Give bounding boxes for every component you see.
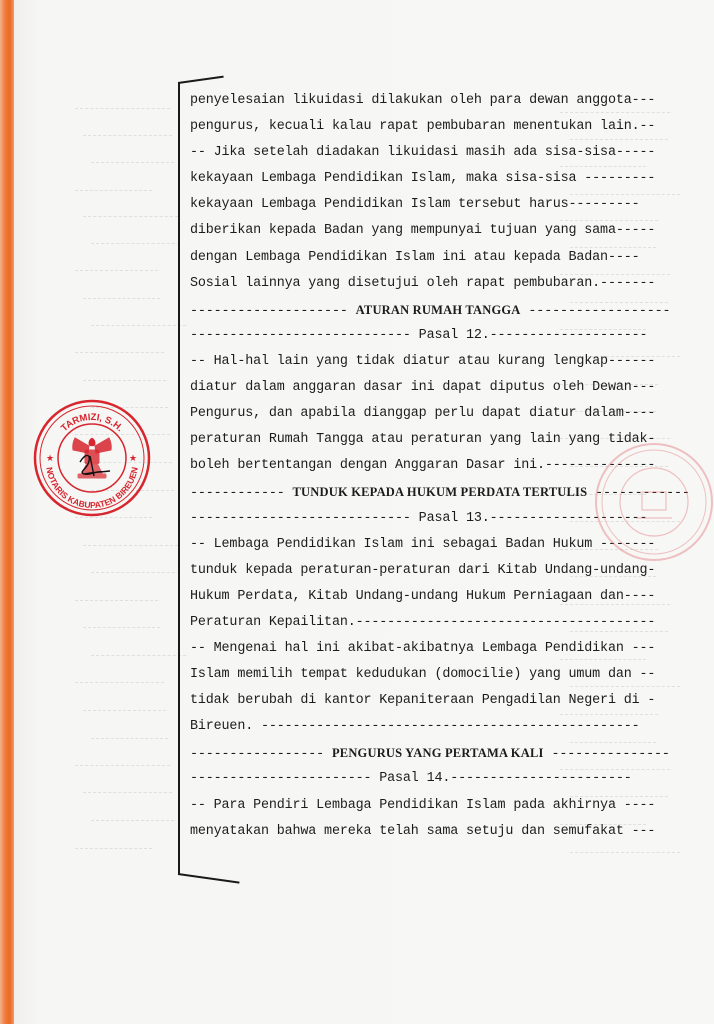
bleed-through-dash bbox=[91, 243, 180, 244]
bleed-through-dash bbox=[75, 765, 170, 766]
document-line: diatur dalam anggaran dasar ini dapat diputus oleh Dewan--- bbox=[190, 380, 656, 396]
orange-binding-edge bbox=[0, 0, 14, 1024]
section-heading: ATURAN RUMAH TANGGA bbox=[355, 302, 521, 317]
bleed-through-dash bbox=[75, 352, 164, 353]
heading-dashes-left: ------------ bbox=[190, 486, 293, 502]
stamp-star-right-icon: ★ bbox=[129, 454, 138, 464]
bleed-through-dash bbox=[83, 298, 160, 299]
notary-stamp bbox=[32, 398, 152, 518]
document-line: tunduk kepada peraturan-peraturan dari Kitab Undang-undang- bbox=[190, 562, 656, 578]
section-heading-line bbox=[190, 297, 700, 323]
document-line: boleh bertentangan dengan Anggaran Dasar ini.-------------- bbox=[190, 458, 656, 474]
document-line: -- Para Pendiri Lembaga Pendidikan Islam pada akhirnya ---- bbox=[190, 797, 656, 813]
bleed-through-dash bbox=[83, 216, 178, 217]
bleed-through-dash bbox=[75, 190, 152, 191]
left-bracket-line bbox=[178, 82, 184, 874]
bleed-through-dash bbox=[91, 738, 168, 739]
bleed-through-dash bbox=[83, 627, 160, 628]
section-heading: PENGURUS YANG PERTAMA KALI bbox=[331, 746, 544, 761]
document-line: -- Jika setelah diadakan likuidasi masih ada sisa-sisa----- bbox=[190, 145, 656, 161]
document-line: -- Lembaga Pendidikan Islam ini sebagai Badan Hukum ------- bbox=[190, 536, 656, 552]
stamp-title-text: NOTARIS KABUPATEN BIREUEN bbox=[44, 466, 140, 511]
document-line: pengurus, kecuali kalau rapat pembubaran menentukan lain.-- bbox=[190, 119, 656, 135]
document-line: ----------------------- Pasal 14.----------------------- bbox=[190, 771, 632, 787]
heading-dashes-left: ----------------- bbox=[190, 747, 332, 763]
heading-dashes-right: ------------ bbox=[587, 486, 690, 502]
document-line: kekayaan Lembaga Pendidikan Islam, maka sisa-sisa --------- bbox=[190, 171, 656, 187]
document-line: kekayaan Lembaga Pendidikan Islam tersebut harus--------- bbox=[190, 197, 640, 213]
document-line: ---------------------------- Pasal 13.-------------------- bbox=[190, 510, 648, 526]
bleed-through-dash bbox=[91, 325, 186, 326]
bleed-through-dash bbox=[75, 682, 164, 683]
document-line: ---------------------------- Pasal 12.-------------------- bbox=[190, 327, 648, 343]
section-heading-line bbox=[190, 740, 700, 766]
document-line: Islam memilih tempat kedudukan (domocilie) yang umum dan -- bbox=[190, 667, 656, 683]
bracket-top-stroke bbox=[178, 76, 224, 84]
stamp-star-left-icon: ★ bbox=[46, 454, 55, 464]
heading-dashes-right: --------------- bbox=[543, 747, 670, 763]
bleed-through-dash bbox=[91, 162, 174, 163]
section-heading: TUNDUK KEPADA HUKUM PERDATA TERTULIS bbox=[292, 485, 588, 500]
stamp-name-text: TARMIZI, S.H. bbox=[58, 411, 126, 435]
bleed-through-dash bbox=[83, 710, 166, 711]
document-line: diberikan kepada Badan yang mempunyai tujuan yang sama----- bbox=[190, 223, 656, 239]
heading-dashes-right: ------------------ bbox=[520, 303, 671, 319]
document-line: -- Mengenai hal ini akibat-akibatnya Lembaga Pendidikan --- bbox=[190, 640, 656, 656]
faint-stamp-bleed bbox=[592, 440, 714, 564]
document-line: Sosial lainnya yang disetujui oleh rapat pembubaran.------- bbox=[190, 275, 656, 291]
document-line: Bireuen. ------------------------------------------------ bbox=[190, 719, 640, 735]
document-line: -- Hal-hal lain yang tidak diatur atau kurang lengkap------ bbox=[190, 353, 656, 369]
bleed-through-dash bbox=[91, 572, 180, 573]
document-line: Pengurus, dan apabila dianggap perlu dapat diatur dalam---- bbox=[190, 406, 656, 422]
document-line: Hukum Perdata, Kitab Undang-undang Hukum Perniagaan dan---- bbox=[190, 588, 656, 604]
document-line: Peraturan Kepailitan.-------------------------------------- bbox=[190, 614, 656, 630]
bleed-through-dash bbox=[83, 135, 172, 136]
document-line: dengan Lembaga Pendidikan Islam ini atau kepada Badan---- bbox=[190, 249, 640, 265]
bleed-through-dash bbox=[75, 600, 158, 601]
bleed-through-dash bbox=[83, 380, 166, 381]
document-line: penyelesaian likuidasi dilakukan oleh para dewan anggota--- bbox=[190, 93, 656, 108]
bracket-bottom-stroke bbox=[178, 873, 240, 884]
heading-dashes-left: -------------------- bbox=[190, 303, 356, 319]
document-line: tidak berubah di kantor Kepaniteraan Pengadilan Negeri di - bbox=[190, 693, 656, 709]
bleed-through-dash bbox=[83, 545, 178, 546]
bleed-through-dash bbox=[91, 820, 174, 821]
bleed-through-dash bbox=[570, 852, 680, 853]
bleed-through-dash bbox=[91, 655, 186, 656]
bleed-through-dash bbox=[75, 270, 158, 271]
bleed-through-dash bbox=[83, 792, 172, 793]
bleed-through-dash bbox=[75, 848, 152, 849]
document-line: menyatakan bahwa mereka telah sama setuju dan semufakat --- bbox=[190, 823, 656, 839]
bleed-through-dash bbox=[75, 108, 170, 109]
document-line: peraturan Rumah Tangga atau peraturan yang lain yang tidak- bbox=[190, 432, 656, 448]
